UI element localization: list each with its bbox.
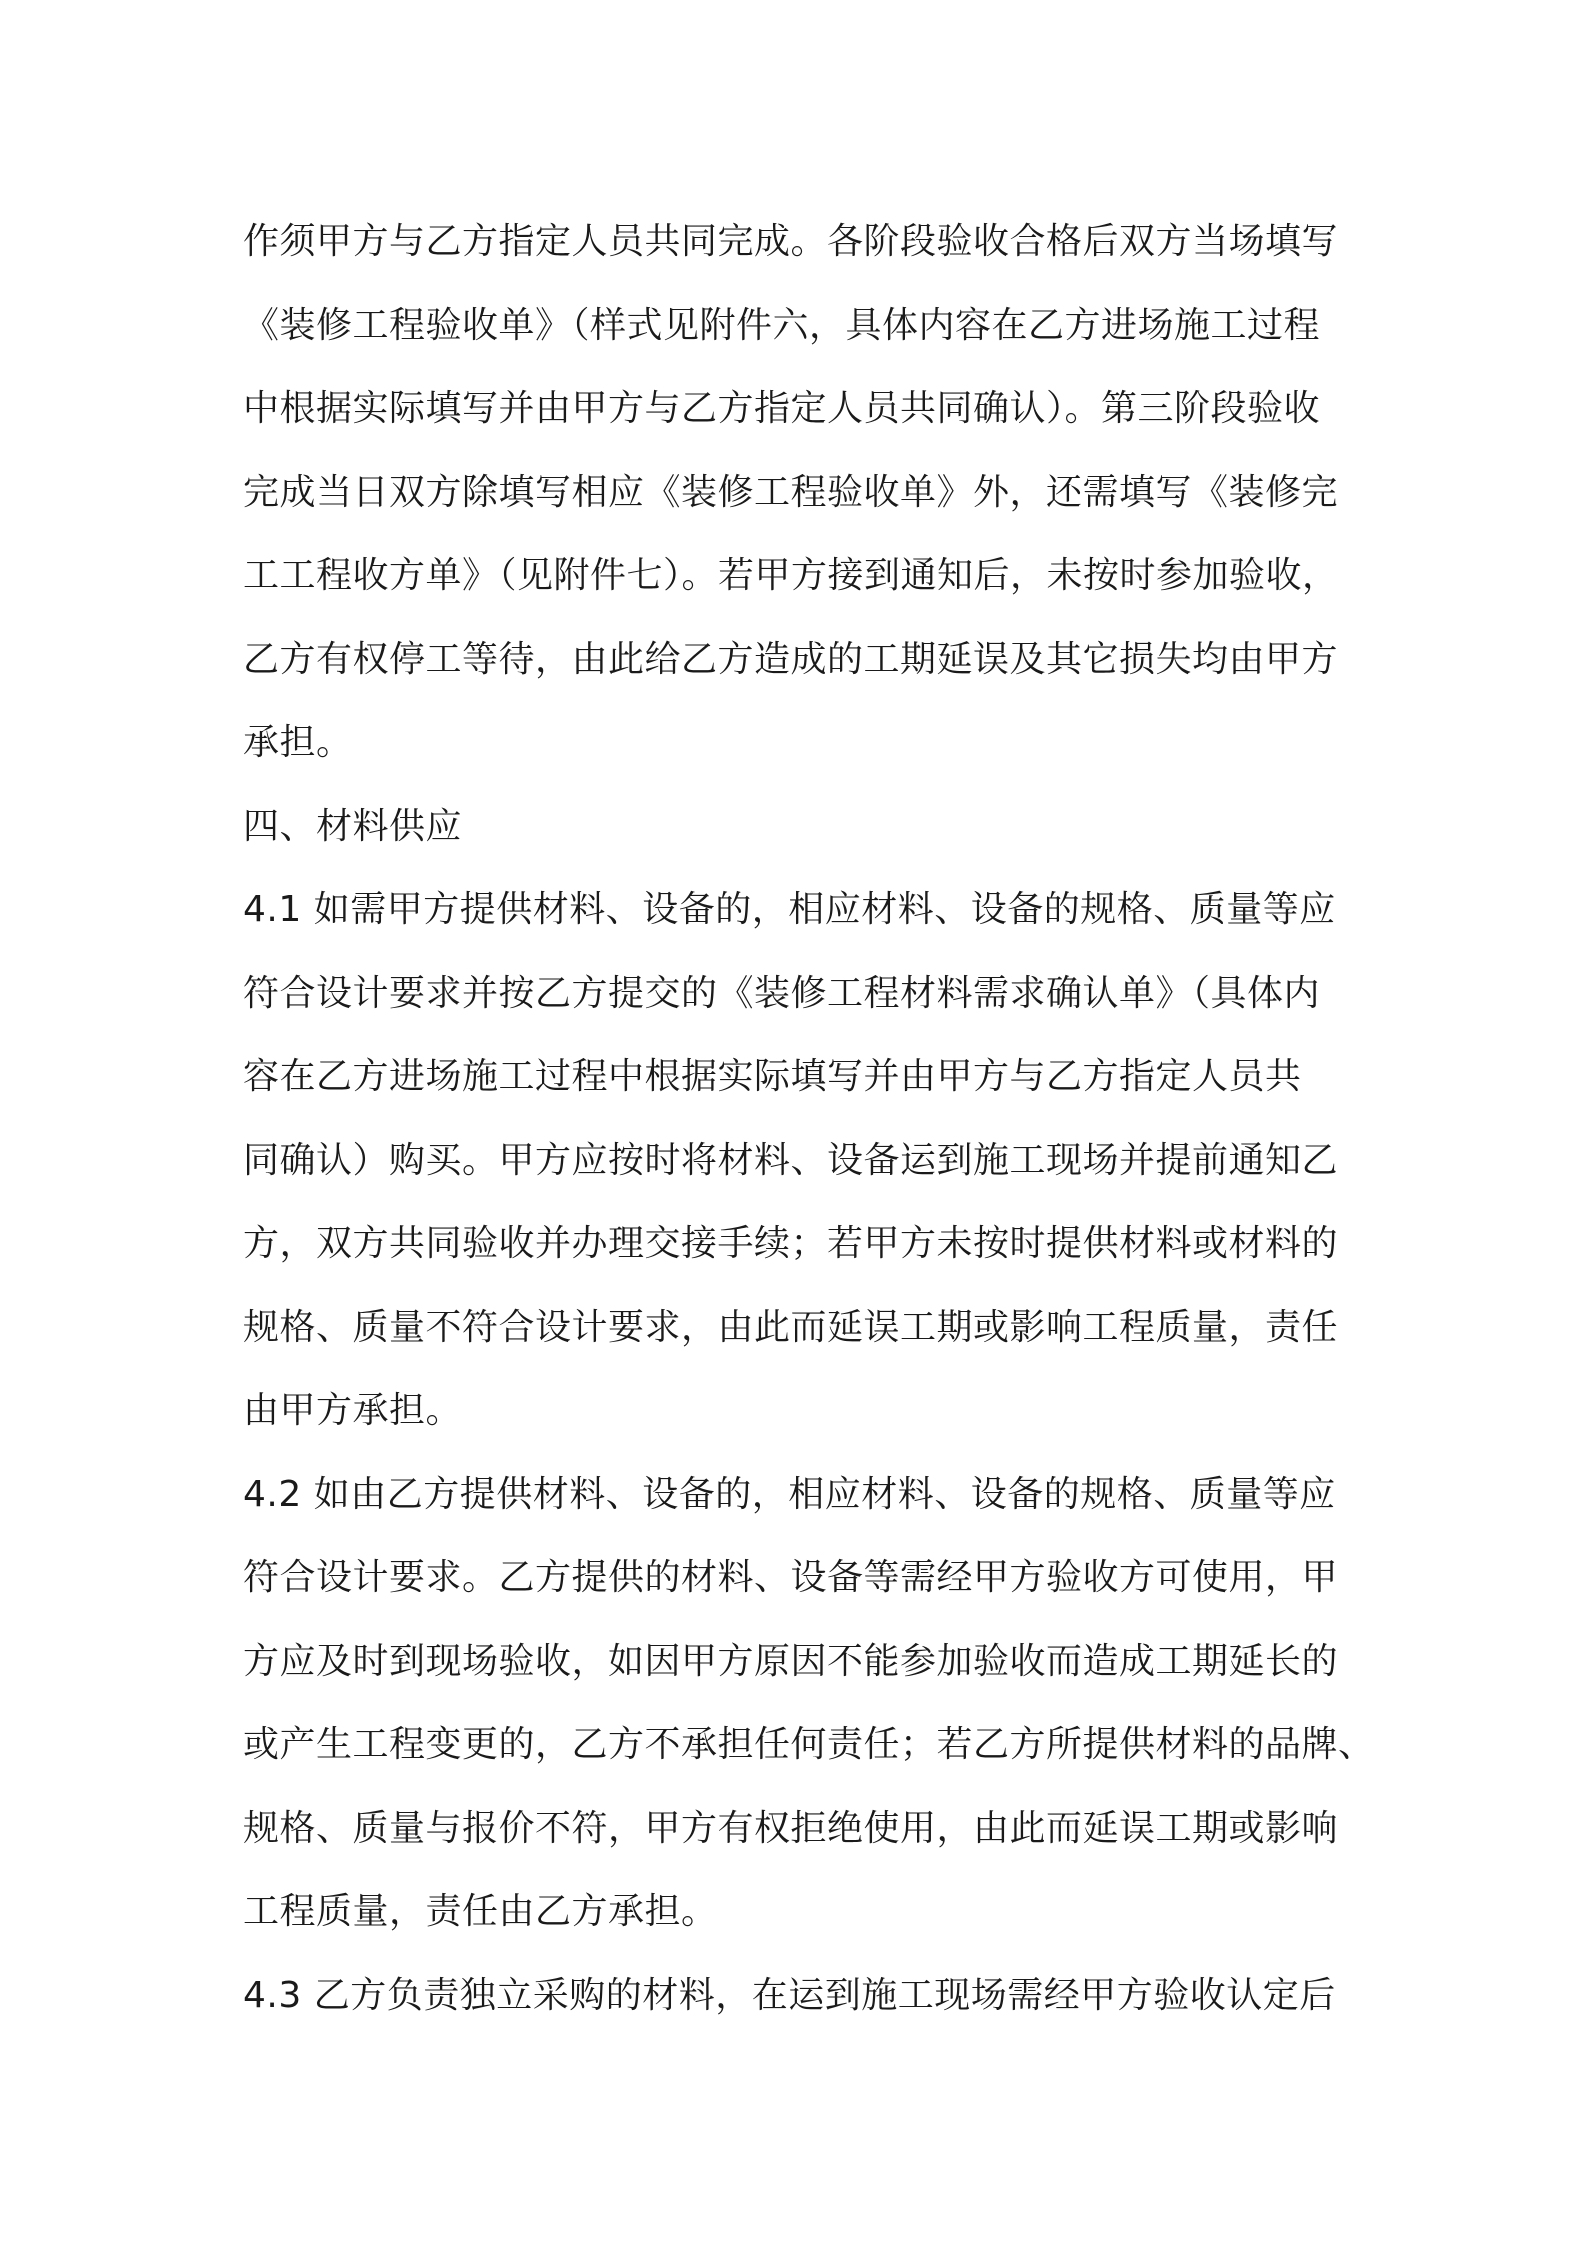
section-heading: 四、材料供应 — [243, 805, 463, 847]
text-line: 符合设计要求。乙方提供的材料、设备等需经甲方验收方可使用，甲 — [243, 1557, 1339, 1598]
text-line: 工工程收方单》（见附件七）。若甲方接到通知后，未按时参加验收， — [243, 555, 1339, 596]
text-line: 中根据实际填写并由甲方与乙方指定人员共同确认）。第三阶段验收 — [243, 388, 1321, 429]
text-line: 4.3 乙方负责独立采购的材料，在运到施工现场需经甲方验收认定后 — [243, 1974, 1336, 2016]
text-line: 由甲方承担。 — [243, 1390, 463, 1431]
text-line: 4.2 如由乙方提供材料、设备的，相应材料、设备的规格、质量等应 — [243, 1473, 1336, 1515]
text-line: 作须甲方与乙方指定人员共同完成。各阶段验收合格后双方当场填写 — [243, 221, 1339, 262]
text-line: 承担。 — [243, 722, 353, 763]
text-line: 同确认）购买。甲方应按时将材料、设备运到施工现场并提前通知乙 — [243, 1139, 1339, 1181]
text-line: 完成当日双方除填写相应《装修工程验收单》外，还需填写《装修完 — [243, 471, 1339, 513]
document-page — [243, 200, 1375, 2037]
text-line: 方应及时到现场验收，如因甲方原因不能参加验收而造成工期延长的 — [243, 1640, 1339, 1682]
text-line: 符合设计要求并按乙方提交的《装修工程材料需求确认单》（具体内 — [243, 972, 1321, 1014]
text-line: 规格、质量与报价不符，甲方有权拒绝使用，由此而延误工期或影响 — [243, 1807, 1339, 1849]
text-line: 4.1 如需甲方提供材料、设备的，相应材料、设备的规格、质量等应 — [243, 889, 1336, 930]
text-line: 《装修工程验收单》（样式见附件六，具体内容在乙方进场施工过程 — [243, 304, 1321, 346]
text-line: 或产生工程变更的，乙方不承担任何责任；若乙方所提供材料的品牌、 — [243, 1724, 1375, 1765]
text-line: 规格、质量不符合设计要求，由此而延误工期或影响工程质量，责任 — [243, 1306, 1339, 1348]
text-line: 乙方有权停工等待，由此给乙方造成的工期延误及其它损失均由甲方 — [243, 638, 1339, 680]
text-line: 方，双方共同验收并办理交接手续；若甲方未按时提供材料或材料的 — [243, 1223, 1339, 1264]
text-line: 容在乙方进场施工过程中根据实际填写并由甲方与乙方指定人员共 — [243, 1056, 1302, 1097]
text-line: 工程质量，责任由乙方承担。 — [243, 1891, 718, 1932]
